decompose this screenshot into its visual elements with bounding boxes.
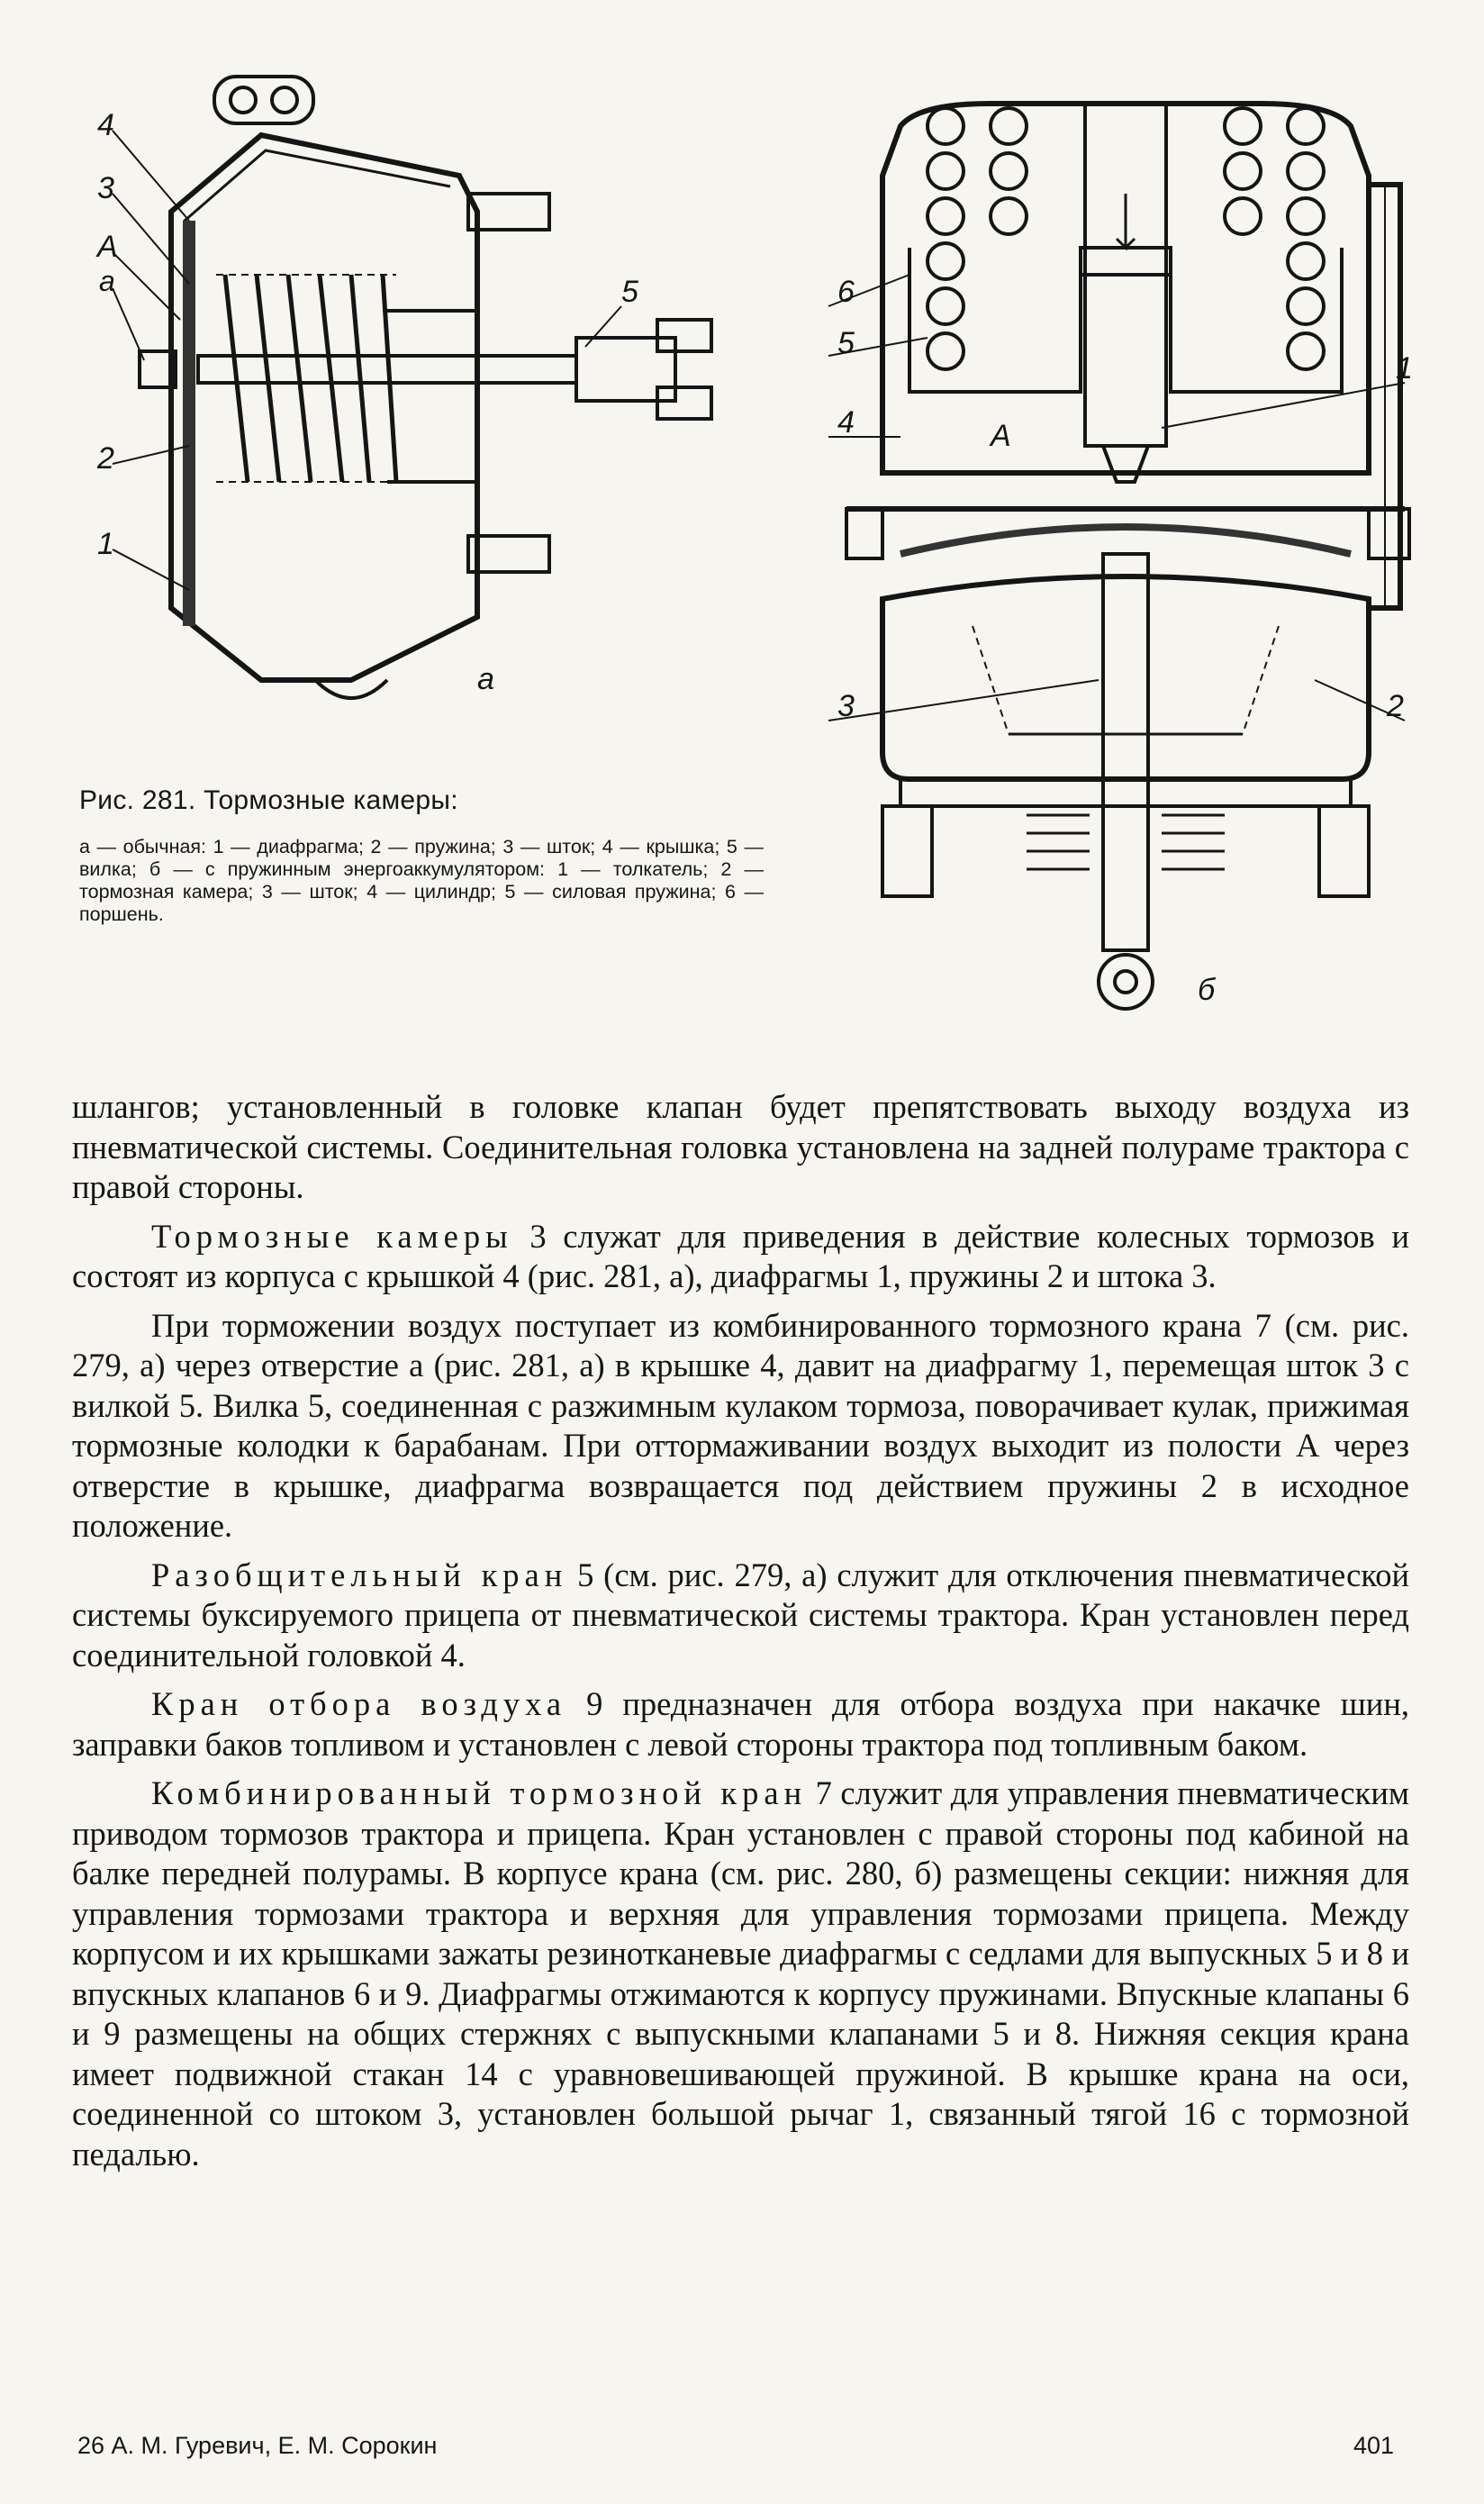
label-a-a: a: [99, 265, 115, 297]
figure-a-brake-chamber: [81, 50, 729, 716]
body-text: [72, 1087, 1409, 2183]
label-b-3: 3: [837, 689, 855, 723]
label-b-4: 4: [837, 405, 855, 440]
term-air-tap: Кран отбора воздуха: [151, 1685, 567, 1722]
page-number: 401: [1353, 2432, 1394, 2459]
label-a-4: 4: [97, 108, 114, 142]
paragraph-2: [72, 1217, 1409, 1297]
panel-label-b: б: [1198, 973, 1216, 1007]
paragraph-2-text: 3 служат для приведения в действие колесных тормозов и состоят из корпуса с крышкой 4 (рис. 281, а), диафрагмы 1, пружины 2 и штока 3.: [72, 1217, 1409, 1294]
caption-legend: а — обычная: 1 — диафрагма; 2 — пружина; 3 — шток; 4 — крышка; 5 — вилка; б — с пружинным энергоаккумулятором: 1 — толкатель; 2 — тормозная камера; 3 — шток; 4 — цилиндр; 5 — силовая пружина; 6 — поршень.: [79, 836, 764, 925]
paragraph-6-text: 7 служит для управления пневматическим приводом тормозов трактора и прицепа. Кран установлен с правой стороны под кабиной на балке передней полурамы. В корпусе крана (см. рис. 280, б) размещены секции: нижняя для управления тормозами трактора и верхняя для управления тормозами прицепа. Между корпусом и их крышками зажаты резинотканевые диафрагмы с седлами для выпускных 5 и 8 и впускных клапанов 6 и 9. Диафрагмы отжимаются к корпусу пружинами. Впускные клапаны 6 и 9 размещены на общих стержнях с выпускными клапанами 5 и 8. Нижняя секция крана имеет подвижной стакан 14 с уравновешивающей пружиной. В крышке крана на оси, соединенной со штоком 3, установлен большой рычаг 1, связанный тягой 16 с тормозной педалью.: [72, 1774, 1409, 2173]
label-a-5: 5: [621, 275, 638, 309]
term-combined-brake-valve: Комбинированный тормозной кран: [151, 1774, 808, 1811]
paragraph-1: шлангов; установленный в головке клапан будет препятствовать выходу воздуха из пневматической системы. Соединительная головка установлена на задней полураме трактора с правой стороны.: [72, 1088, 1409, 1205]
label-b-5: 5: [837, 326, 855, 360]
paragraph-3: При торможении воздух поступает из комбинированного тормозного крана 7 (см. рис. 279, а) через отверстие а (рис. 281, а) в крышке 4, давит на диафрагму 1, перемещая шток 3 с вилкой 5. Вилка 5, соединенная с разжимным кулаком тормоза, поворачивает кулак, прижимая тормозные колодки к барабанам. При оттормаживании воздух выходит из полости А через отверстие в крышке, диафрагма возвращается под действием пружины 2 в исходное положение.: [72, 1306, 1409, 1544]
label-b-A: A: [991, 419, 1011, 453]
panel-label-a: а: [477, 662, 494, 696]
label-a-3: 3: [97, 171, 114, 205]
label-a-1: 1: [97, 527, 114, 561]
paragraph-5: [72, 1684, 1409, 1765]
paragraph-5-text: 9 предназначен для отбора воздуха при накачке шин, заправки баков топливом и установлен с левой стороны трактора под топливным баком.: [72, 1685, 1409, 1763]
figure-b-spring-brake-chamber: [810, 50, 1441, 1013]
paragraph-6: [72, 1774, 1409, 2174]
footer-signature: 26 А. М. Гуревич, Е. М. Сорокин: [77, 2432, 438, 2459]
term-disconnect-valve: Разобщительный кран: [151, 1556, 568, 1593]
label-b-2: 2: [1387, 689, 1404, 723]
paragraph-4-text: 5 (см. рис. 279, а) служит для отключения пневматической системы буксируемого прицепа от пневматической системы трактора. Кран установлен перед соединительной головкой 4.: [72, 1556, 1409, 1674]
term-brake-chambers: Тормозные камеры: [151, 1217, 513, 1255]
caption-title: Рис. 281. Тормозные камеры:: [79, 785, 458, 815]
label-b-6: 6: [837, 275, 855, 309]
paragraph-4: [72, 1556, 1409, 1676]
label-b-1: 1: [1396, 351, 1413, 386]
figure-caption: [79, 785, 764, 946]
label-a-A: A: [97, 230, 118, 264]
label-a-2: 2: [97, 441, 114, 476]
